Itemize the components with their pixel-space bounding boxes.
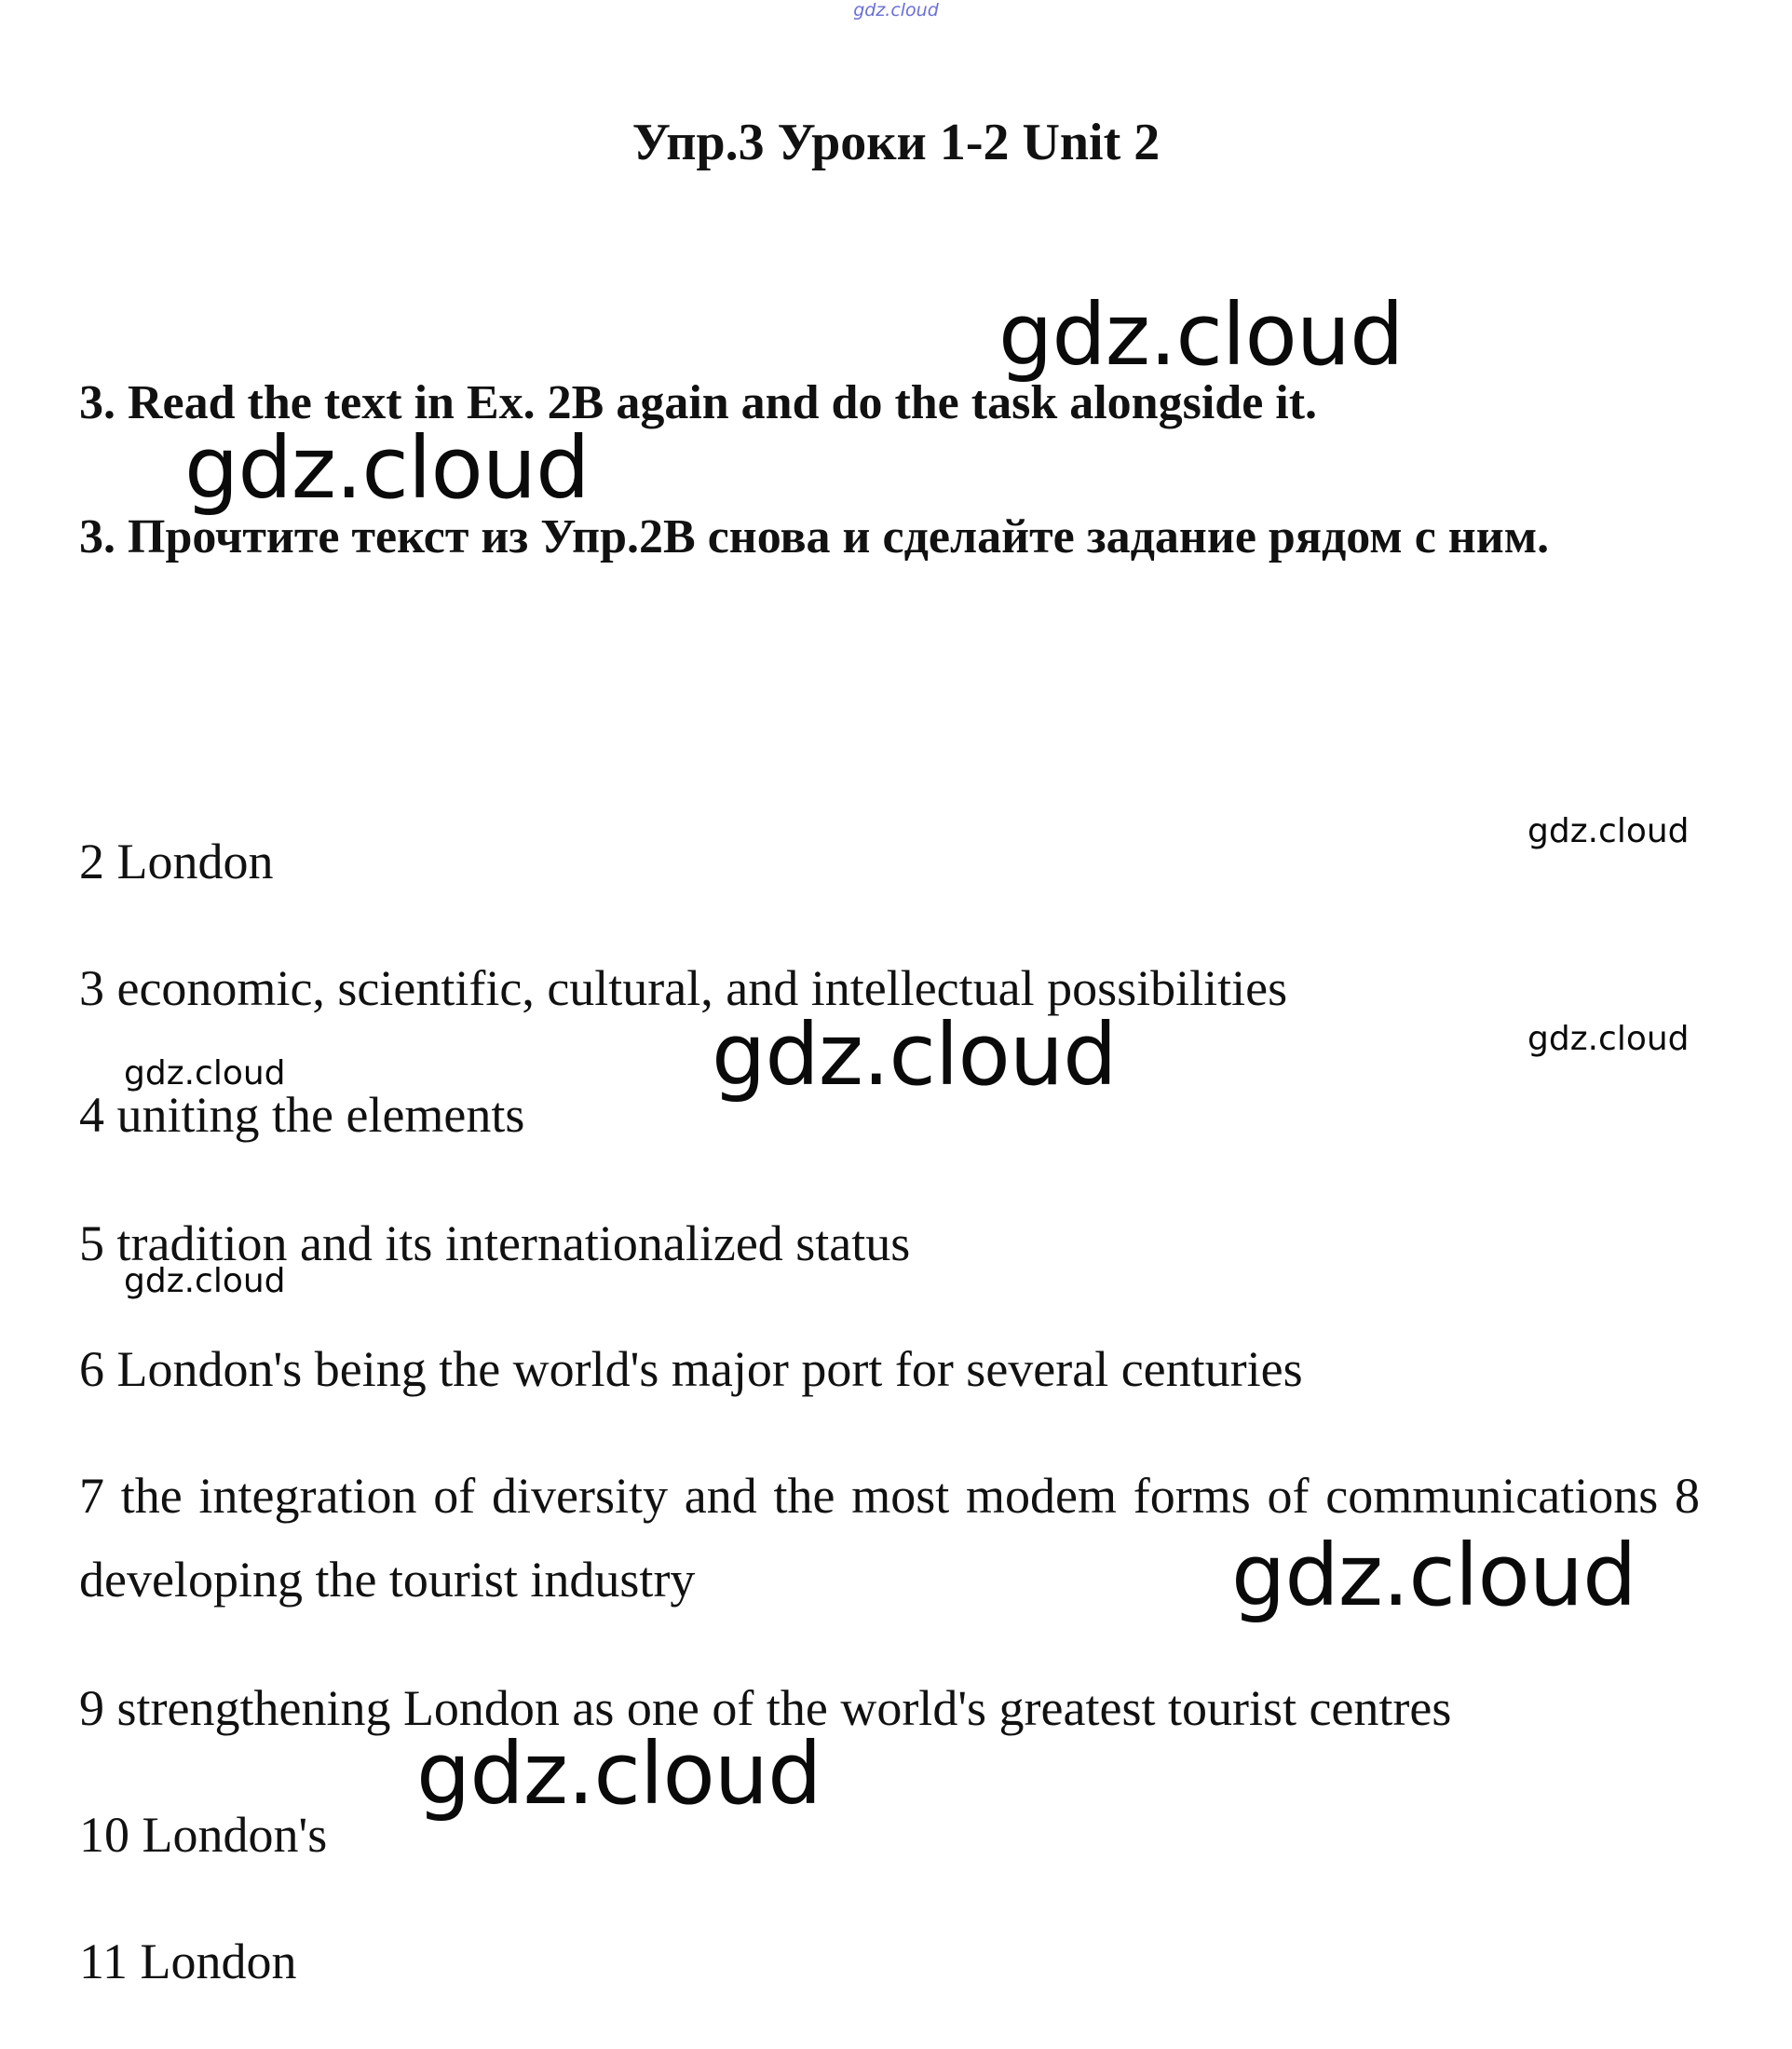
watermark: gdz.cloud [1231, 1526, 1636, 1625]
task-english: 3. Read the text in Ex. 2B again and do the task alongside it. [79, 376, 1318, 429]
watermark: gdz.cloud [1527, 812, 1690, 850]
answer-item: 2 London [79, 834, 274, 889]
watermark: gdz.cloud [124, 1262, 286, 1300]
answer-item: 10 London's [79, 1807, 328, 1863]
task-russian: 3. Прочтите текст из Упр.2B снова и сделайте задание рядом с ним. [79, 510, 1550, 563]
watermark: gdz.cloud [124, 1054, 286, 1092]
answer-item: 5 tradition and its internationalized status [79, 1215, 911, 1271]
watermark: gdz.cloud [998, 285, 1404, 385]
watermark: gdz.cloud [184, 418, 590, 518]
page-title: Упр.3 Уроки 1-2 Unit 2 [631, 114, 1161, 171]
site-mark[interactable]: gdz.cloud [853, 0, 939, 20]
watermark: gdz.cloud [416, 1724, 821, 1824]
answer-item: 7 the integration of diversity and the most modem forms of communications 8 developing the tourist industry [79, 1468, 1700, 1608]
answer-item: 4 uniting the elements [79, 1087, 525, 1143]
answer-item: 6 London's being the world's major port for several centuries [79, 1341, 1303, 1397]
watermark: gdz.cloud [1527, 1020, 1690, 1058]
answer-item: 3 economic, scientific, cultural, and intellectual possibilities [79, 960, 1288, 1016]
answer-item: 9 strengthening London as one of the world's greatest tourist centres [79, 1680, 1452, 1736]
watermark: gdz.cloud [712, 1005, 1117, 1105]
answer-item: 11 London [79, 1934, 297, 1989]
